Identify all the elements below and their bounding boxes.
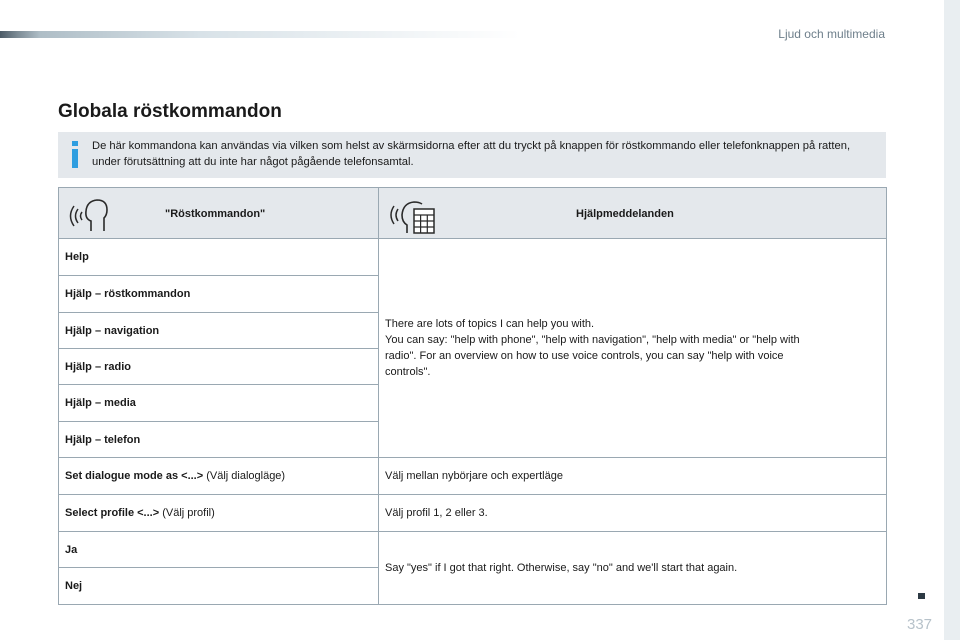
command-cell: Hjälp – media bbox=[59, 385, 379, 422]
help-response-cell bbox=[379, 239, 887, 458]
command-cell: Hjälp – radio bbox=[59, 349, 379, 385]
col1-header-label: "Röstkommandon" bbox=[165, 207, 266, 220]
voice-help-icon bbox=[389, 195, 437, 235]
voice-command-icon bbox=[69, 195, 113, 233]
response-cell: Välj profil 1, 2 eller 3. bbox=[379, 495, 887, 532]
command-cell: Nej bbox=[59, 568, 379, 605]
col2-header bbox=[379, 188, 887, 239]
command-note: (Välj dialogläge) bbox=[203, 470, 286, 482]
command-text: Set dialogue mode as <...> bbox=[65, 470, 204, 482]
info-icon bbox=[72, 141, 78, 168]
response-cell: Say "yes" if I got that right. Otherwise, say "no" and we'll start that again. bbox=[379, 532, 887, 605]
col1-header bbox=[59, 188, 379, 239]
response-line: radio". For an overview on how to use voice controls, you can say "help with voice bbox=[385, 350, 784, 362]
command-cell: Hjälp – telefon bbox=[59, 422, 379, 458]
page-number: 337 bbox=[907, 616, 933, 633]
command-cell bbox=[59, 458, 379, 495]
table-row bbox=[59, 495, 887, 532]
section-header: Ljud och multimedia bbox=[778, 27, 885, 41]
footer-mark bbox=[918, 593, 925, 599]
command-cell: Hjälp – röstkommandon bbox=[59, 276, 379, 313]
header-rule bbox=[0, 31, 520, 38]
table-row bbox=[59, 458, 887, 495]
command-note: (Välj profil) bbox=[159, 507, 215, 519]
info-text: De här kommandona kan användas via vilken som helst av skärmsidorna efter att du tryckt på knappen för röstkommando eller telefonknappen på ratten, under förutsättning att du inte har något pågående telefonsamtal. bbox=[92, 140, 851, 168]
info-box bbox=[58, 132, 886, 178]
command-cell bbox=[59, 495, 379, 532]
page-title: Globala röstkommandon bbox=[58, 101, 282, 122]
response-cell: Välj mellan nybörjare och expertläge bbox=[379, 458, 887, 495]
response-line: There are lots of topics I can help you with. bbox=[385, 318, 595, 330]
command-text: Select profile <...> bbox=[65, 507, 160, 519]
response-line: controls". bbox=[385, 366, 431, 378]
command-cell: Help bbox=[59, 239, 379, 276]
table-row bbox=[59, 239, 887, 276]
response-line: You can say: "help with phone", "help with navigation", "help with media" or "help with bbox=[385, 334, 800, 346]
col2-header-label: Hjälpmeddelanden bbox=[576, 207, 674, 220]
table-header-row bbox=[59, 188, 887, 239]
voice-commands-table bbox=[58, 187, 887, 605]
command-cell: Hjälp – navigation bbox=[59, 313, 379, 349]
page-edge-strip bbox=[944, 0, 960, 640]
command-cell: Ja bbox=[59, 532, 379, 568]
table-row bbox=[59, 532, 887, 568]
